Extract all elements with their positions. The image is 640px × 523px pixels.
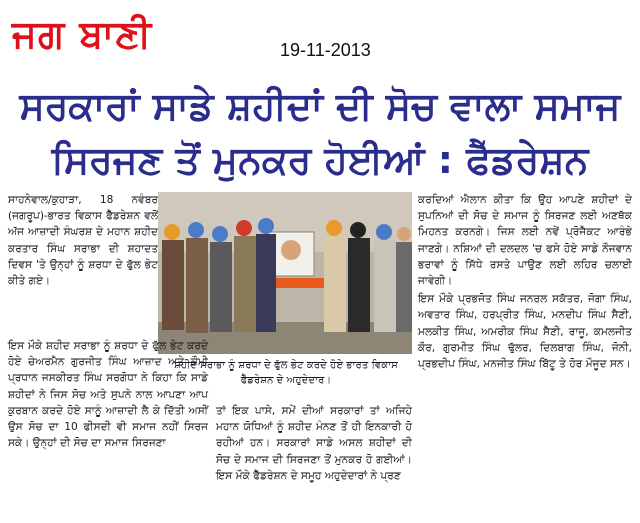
article-column-right [418,192,632,374]
headline-line-2: ਸਿਰਜਣ ਤੋਂ ਮੁਨਕਰ ਹੋਈਆਂ : ਫੈੱਡਰੇਸ਼ਨ [51,138,589,182]
newspaper-logo: ਜਗ ਬਾਣੀ [12,12,153,56]
article-column-left [8,192,158,291]
headline-line-1: ਸਰਕਾਰਾਂ ਸਾਡੇ ਸ਼ਹੀਦਾਂ ਦੀ ਸੋਚ ਵਾਲਾ ਸਮਾਜ [19,84,621,128]
photo-caption: ਸ਼ਹੀਦ ਸਰਾਭਾ ਨੂੰ ਸ਼ਰਧਾ ਦੇ ਫੁੱਲ ਭੇਟ ਕਰਦੇ ਹੋਏ ਭਾਰਤ ਵਿਕਾਸ ਫੈੱਡਰੇਸ਼ਨ ਦੇ ਅਹੁਦੇਦਾਰ। [174,360,398,386]
group-photo-image [158,192,412,354]
article-paragraph: ਇਸ ਮੌਕੇ ਪ੍ਰਭਜੋਤ ਸਿੰਘ ਜਨਰਲ ਸਕੱਤਰ, ਜੋਗਾ ਸਿੰਘ, ਅਵਤਾਰ ਸਿੰਘ, ਹਰਪ੍ਰੀਤ ਸਿੰਘ, ਮਨਦੀਪ ਸਿੰਘ ਸੈਣੀ, ਮਲਕੀਤ ਸਿੰਘ, ਅਮਰੀਕ ਸਿੰਘ ਸੈਣੀ, ਰਾਜੂ, ਕਮਲਜੀਤ ਕੌਰ, ਗੁਰਮੀਤ ਸਿੰਘ ਢੁੱਲਰ, ਦਿਲਬਾਗ ਸਿੰਘ, ਜੋਨੀ, ਪ੍ਰਭਦੀਪ ਸਿੰਘ, ਮਨਜੀਤ ਸਿੰਘ ਬਿੱਟੂ ਤੇ ਹੋਰ ਮੌਜੂਦ ਸਨ। [418,293,632,371]
publication-date: 19-11-2013 [280,40,371,60]
article-paragraph: ਸਾਹਨੇਵਾਲ/ਕੁਹਾੜਾ, 18 ਨਵੰਬਰ (ਜਗਰੂਪ)-ਭਾਰਤ ਵਿਕਾਸ ਫੈੱਡਰੇਸ਼ਨ ਵਲੋਂ ਅੱਜ ਆਜ਼ਾਦੀ ਸੰਘਰਸ਼ ਦੇ ਮਹਾਨ ਸ਼ਹੀਦ ਕਰਤਾਰ ਸਿੰਘ ਸਰਾਭਾ ਦੀ ਸ਼ਹਾਦਤ ਦਿਵਸ 'ਤੇ ਉਨ੍ਹਾਂ ਨੂੰ ਸ਼ਰਧਾ ਦੇ ਫੁੱਲ ਭੇਟ ਕੀਤੇ ਗਏ। [8,194,158,288]
article-paragraph: ਕਰਦਿਆਂ ਐਲਾਨ ਕੀਤਾ ਕਿ ਉਹ ਆਪਣੇ ਸ਼ਹੀਦਾਂ ਦੇ ਸੁਪਨਿਆਂ ਦੀ ਸੋਚ ਦੇ ਸਮਾਜ ਨੂੰ ਸਿਰਜਣ ਲਈ ਅਣਥੱਕ ਮਿਹਨਤ ਕਰਨਗੇ। ਜਿਸ ਲਈ ਨਵੇਂ ਪ੍ਰੋਜੈਕਟ ਆਰੰਭੇ ਜਾਣਗੇ। ਨਸ਼ਿਆਂ ਦੀ ਦਲਦਲ 'ਚ ਫਸੇ ਹੋਏ ਸਾਡੇ ਨੌਜਵਾਨ ਭਰਾਵਾਂ ਨੂੰ ਸਿੱਧੇ ਰਸਤੇ ਪਾਉਣ ਲਈ ਲਹਿਰ ਚਲਾਈ ਜਾਵੇਗੀ। [418,194,632,288]
article-column-left-bottom [8,338,208,453]
article-column-middle [216,403,412,486]
masthead [12,8,152,56]
article-paragraph: ਤਾਂ ਇਕ ਪਾਸੇ, ਸਮੇਂ ਦੀਆਂ ਸਰਕਾਰਾਂ ਤਾਂ ਅਜਿਹੇ ਮਹਾਨ ਯੋਧਿਆਂ ਨੂੰ ਸ਼ਹੀਦ ਮੰਨਣ ਤੋਂ ਹੀ ਇਨਕਾਰੀ ਹੋ ਰਹੀਆਂ ਹਨ। ਸਰਕਾਰਾਂ ਸਾਡੇ ਅਸਲ ਸ਼ਹੀਦਾਂ ਦੀ ਸੋਚ ਦੇ ਸਮਾਜ ਦੀ ਸਿਰਜਣਾ ਤੋਂ ਮੁਨਕਰ ਹੋ ਗਈਆਂ। ਇਸ ਮੌਕੇ ਫੈੱਡਰੇਸ਼ਨ ਦੇ ਸਮੂਹ ਅਹੁਦੇਦਾਰਾਂ ਨੇ ਪ੍ਰਣ [216,405,412,482]
article-paragraph: ਇਸ ਮੌਕੇ ਸ਼ਹੀਦ ਸਰਾਭਾ ਨੂੰ ਸ਼ਰਧਾ ਦੇ ਫੁੱਲ ਭੇਟ ਕਰਦੇ ਹੋਏ ਚੇਅਰਮੈਨ ਗੁਰਜੀਤ ਸਿੰਘ ਆਜ਼ਾਦ ਅਤੇ ਕੌਮੀ ਪ੍ਰਧਾਨ ਜਸਕੀਰਤ ਸਿੰਘ ਸਰਗੋਧਾ ਨੇ ਕਿਹਾ ਕਿ ਸਾਡੇ ਸ਼ਹੀਦਾਂ ਨੇ ਜਿਸ ਸੋਚ ਅਤੇ ਸੁਪਨੇ ਨਾਲ ਆਪਣਾ ਆਪ ਕੁਰਬਾਨ ਕਰਦੇ ਹੋਏ ਸਾਨੂੰ ਆਜ਼ਾਦੀ ਲੈ ਕੇ ਦਿੱਤੀ ਅਸੀਂ ਉਸ ਸੋਚ ਦਾ 10 ਫੀਸਦੀ ਵੀ ਸਮਾਜ ਨਹੀਂ ਸਿਰਜ ਸਕੇ। ਉਨ੍ਹਾਂ ਦੀ ਸੋਚ ਦਾ ਸਮਾਜ ਸਿਰਜਣਾ [8,340,208,450]
news-photo [158,192,412,354]
